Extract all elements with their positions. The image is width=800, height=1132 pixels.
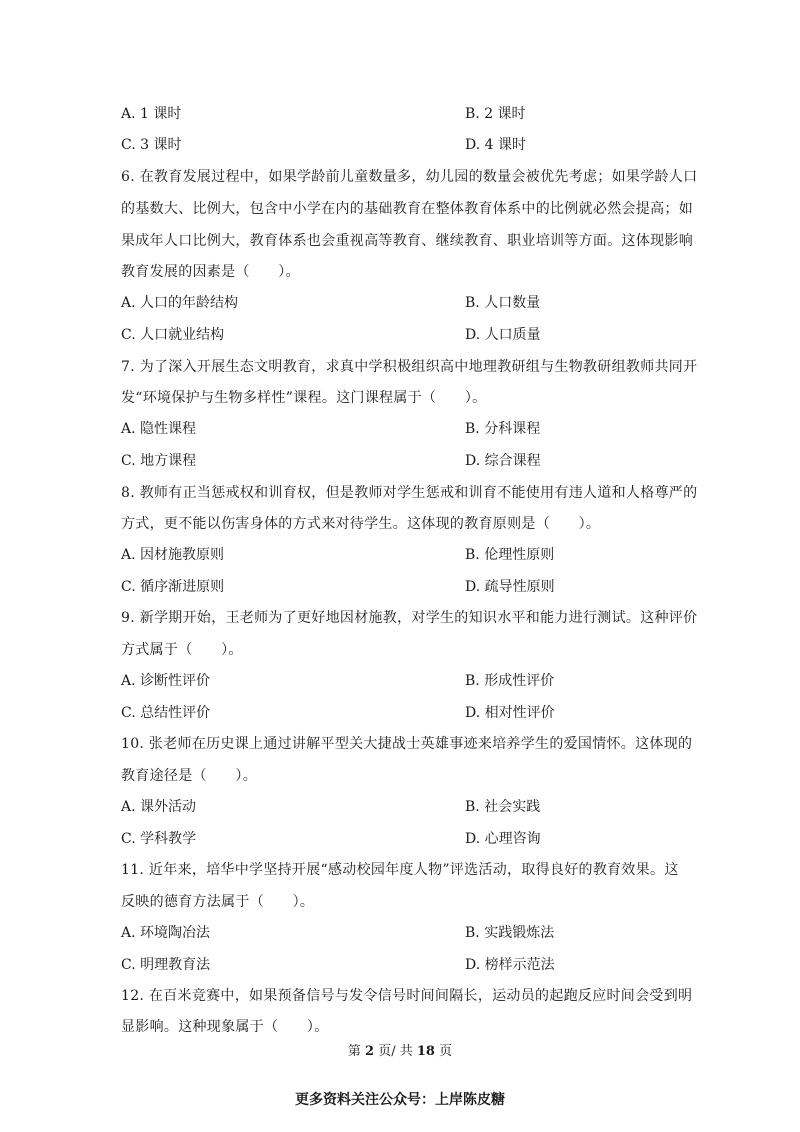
q6-options-row-1 bbox=[121, 292, 681, 314]
q10-stem-line-1: 10. 张老师在历史课上通过讲解平型关大捷战士英雄事迹来培养学生的爱国情怀。这体现的 bbox=[121, 736, 693, 752]
q11-option-b: B. 实践锻炼法 bbox=[465, 925, 555, 941]
q8-options-row-2 bbox=[121, 576, 681, 598]
q5-options-row-1 bbox=[121, 103, 681, 125]
q8-stem-line-1: 8. 教师有正当惩戒权和训育权，但是教师对学生惩戒和训育不能使用有违人道和人格尊严的 bbox=[121, 485, 698, 501]
q10-option-a: A. 课外活动 bbox=[121, 799, 197, 815]
q11-stem-line-2: 反映的德育方法属于（ ）。 bbox=[121, 894, 315, 910]
q9-option-b: B. 形成性评价 bbox=[465, 673, 555, 689]
q5-option-a: A. 1 课时 bbox=[121, 106, 182, 122]
q7-stem-line-1: 7. 为了深入开展生态文明教育，求真中学积极组织高中地理教研组与生物教研组教师共同开 bbox=[121, 359, 698, 375]
q10-option-b: B. 社会实践 bbox=[465, 799, 541, 815]
q11-option-d: D. 榜样示范法 bbox=[465, 957, 555, 973]
q8-option-c: C. 循序渐进原则 bbox=[121, 579, 225, 595]
q11-stem-line-1: 11. 近年来，培华中学坚持开展“感动校园年度人物”评选活动，取得良好的教育效果。这 bbox=[121, 862, 679, 878]
q8-option-b: B. 伦理性原则 bbox=[465, 547, 555, 563]
q9-options-row-2 bbox=[121, 702, 681, 724]
q5-options-row-2 bbox=[121, 134, 681, 156]
q12-stem-line-1: 12. 在百米竞赛中，如果预备信号与发令信号时间间隔长，运动员的起跑反应时间会受到明 bbox=[121, 988, 693, 1004]
q7-option-c: C. 地方课程 bbox=[121, 453, 197, 469]
q8-option-a: A. 因材施教原则 bbox=[121, 547, 225, 563]
q11-options-row-2 bbox=[121, 954, 681, 976]
q5-option-b: B. 2 课时 bbox=[465, 106, 526, 122]
q6-stem-line-3: 果成年人口比例大，教育体系也会重视高等教育、继续教育、职业培训等方面。这体现影响 bbox=[121, 233, 693, 249]
q7-options-row-2 bbox=[121, 450, 681, 472]
q11-option-c: C. 明理教育法 bbox=[121, 957, 211, 973]
current-page: 2 bbox=[365, 1044, 375, 1059]
q11-option-a: A. 环境陶冶法 bbox=[121, 925, 211, 941]
q6-stem-line-4: 教育发展的因素是（ ）。 bbox=[121, 264, 300, 280]
q12-stem-line-2: 显影响。这种现象属于（ ）。 bbox=[121, 1019, 329, 1035]
q7-option-b: B. 分科课程 bbox=[465, 421, 541, 437]
q10-options-row-1 bbox=[121, 796, 681, 818]
q10-stem-line-2: 教育途径是（ ）。 bbox=[121, 768, 257, 784]
q8-stem-line-2: 方式，更不能以伤害身体的方式来对待学生。这体现的教育原则是（ ）。 bbox=[121, 516, 601, 532]
q9-option-d: D. 相对性评价 bbox=[465, 705, 555, 721]
q7-stem-line-2: 发“环境保护与生物多样性”课程。这门课程属于（ ）。 bbox=[121, 390, 487, 406]
page-mid: 页/ 共 bbox=[374, 1044, 417, 1059]
q6-stem-line-1: 6. 在教育发展过程中，如果学龄前儿童数量多，幼儿园的数量会被优先考虑；如果学龄人口 bbox=[121, 169, 698, 185]
q6-option-a: A. 人口的年龄结构 bbox=[121, 295, 239, 311]
q9-stem-line-2: 方式属于（ ）。 bbox=[121, 642, 243, 658]
q6-option-c: C. 人口就业结构 bbox=[121, 327, 225, 343]
q7-option-a: A. 隐性课程 bbox=[121, 421, 197, 437]
q7-options-row-1 bbox=[121, 418, 681, 440]
q10-option-d: D. 心理咨询 bbox=[465, 831, 541, 847]
footer-note: 更多资料关注公众号：上岸陈皮糖 bbox=[295, 1092, 505, 1108]
q9-options-row-1 bbox=[121, 670, 681, 692]
q9-stem-line-1: 9. 新学期开始，王老师为了更好地因材施教，对学生的知识水平和能力进行测试。这种评价 bbox=[121, 610, 698, 626]
total-pages: 18 bbox=[416, 1044, 435, 1059]
q5-option-c: C. 3 课时 bbox=[121, 137, 182, 153]
q6-stem-line-2: 的基数大、比例大，包含中小学在内的基础教育在整体教育体系中的比例就必然会提高；如 bbox=[121, 201, 693, 217]
page-suffix: 页 bbox=[434, 1044, 453, 1059]
q9-option-a: A. 诊断性评价 bbox=[121, 673, 211, 689]
q8-option-d: D. 疏导性原则 bbox=[465, 579, 555, 595]
q6-option-d: D. 人口质量 bbox=[465, 327, 541, 343]
q6-options-row-2 bbox=[121, 324, 681, 346]
page-prefix: 第 bbox=[347, 1044, 366, 1059]
q8-options-row-1 bbox=[121, 544, 681, 566]
page-number bbox=[0, 1040, 800, 1059]
q7-option-d: D. 综合课程 bbox=[465, 453, 541, 469]
q9-option-c: C. 总结性评价 bbox=[121, 705, 211, 721]
q10-options-row-2 bbox=[121, 828, 681, 850]
q11-options-row-1 bbox=[121, 922, 681, 944]
q6-option-b: B. 人口数量 bbox=[465, 295, 541, 311]
q10-option-c: C. 学科教学 bbox=[121, 831, 197, 847]
q5-option-d: D. 4 课时 bbox=[465, 137, 526, 153]
